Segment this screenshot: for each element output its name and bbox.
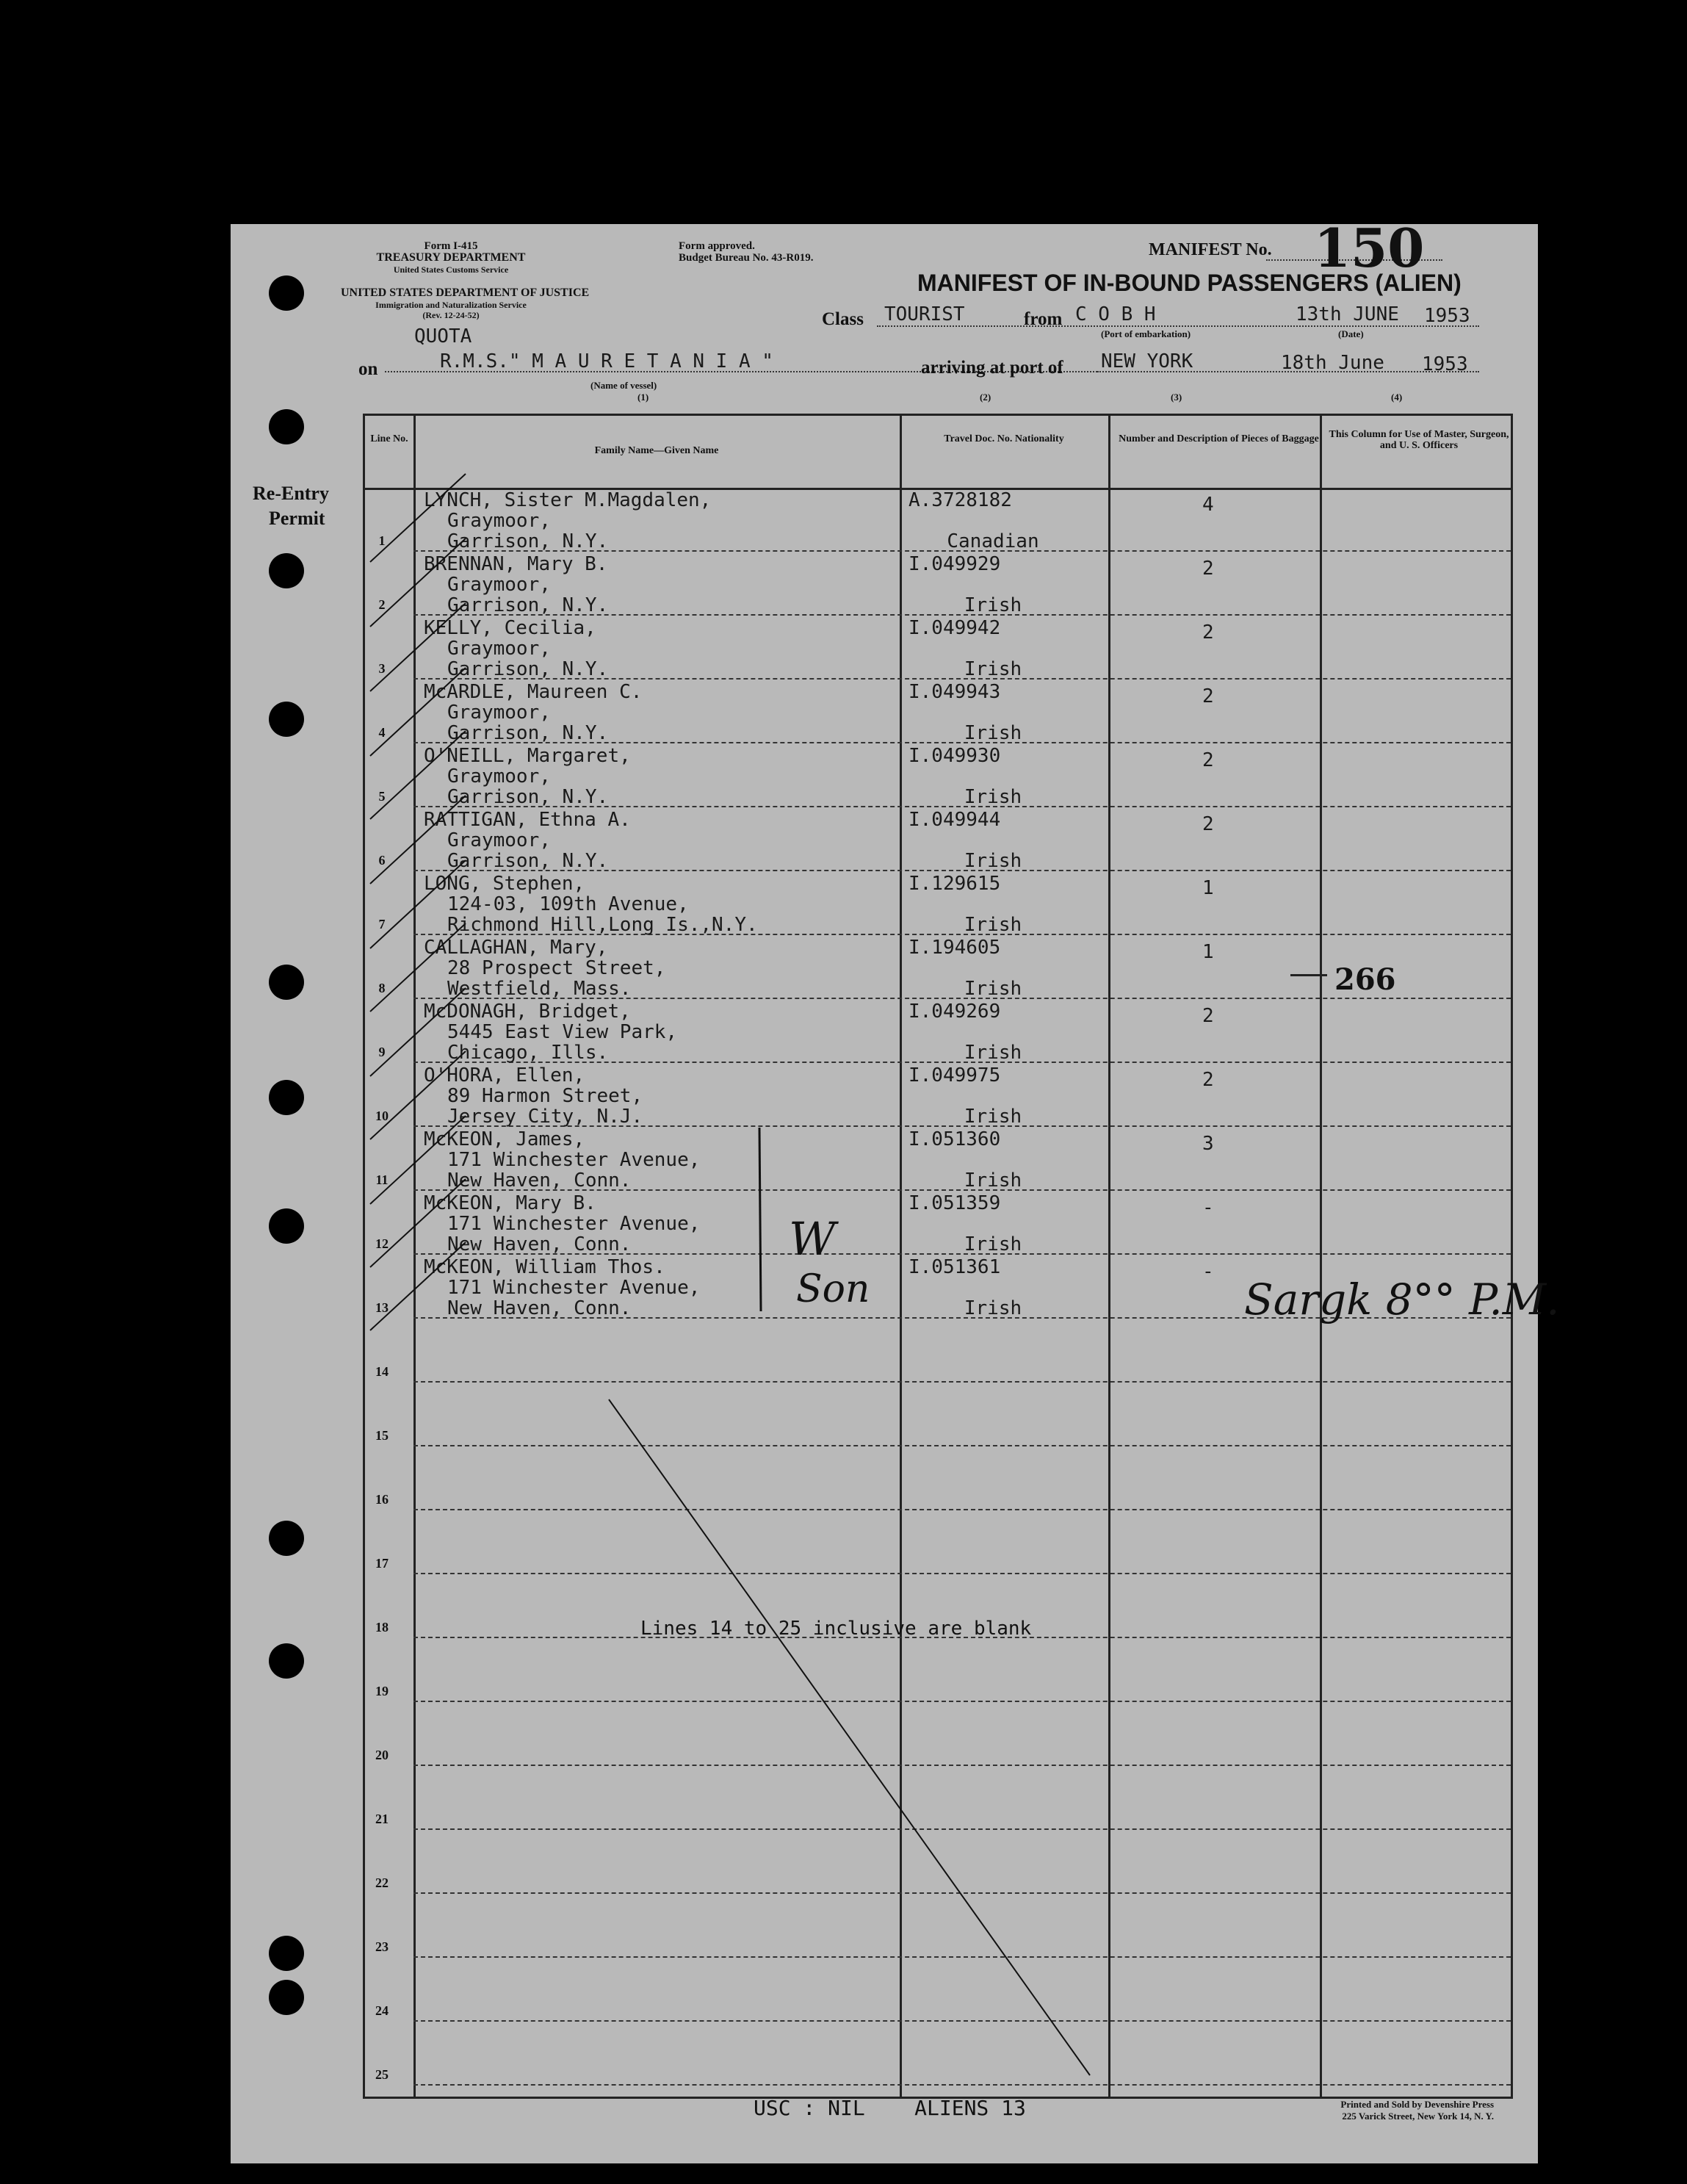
travel-doc-number: A.3728182 <box>908 489 1012 511</box>
w-note: W <box>789 1212 836 1266</box>
departure-date: 13th JUNE <box>1296 303 1399 325</box>
ins-service: Immigration and Naturalization Service <box>375 300 527 310</box>
line-number: 6 <box>378 853 386 868</box>
nationality: Irish <box>964 1170 1022 1192</box>
passenger-address-line1: 28 Prospect Street, <box>447 957 666 979</box>
manifest-number-handwritten: 150 <box>1314 217 1425 279</box>
passenger-address-line2: Garrison, N.Y. <box>447 850 609 872</box>
travel-doc-number: I.051359 <box>908 1192 1001 1214</box>
line-number: 7 <box>378 917 386 931</box>
passenger-address-line1: 171 Winchester Avenue, <box>447 1149 701 1171</box>
line-number: 3 <box>378 661 386 676</box>
line-number: 19 <box>375 1684 389 1698</box>
passenger-name: LONG, Stephen, <box>424 873 585 895</box>
line-number: 18 <box>375 1620 389 1635</box>
passenger-address-line2: New Haven, Conn. <box>447 1170 632 1192</box>
passenger-name: O'HORA, Ellen, <box>424 1064 585 1086</box>
cancel-stroke <box>609 1399 1090 2075</box>
passenger-address-line2: Westfield, Mass. <box>447 978 632 1000</box>
vessel-caption: (Name of vessel) <box>590 380 657 391</box>
travel-doc-number: I.049930 <box>908 745 1001 767</box>
baggage-count: 2 <box>1202 813 1214 835</box>
travel-doc-number: I.049269 <box>908 1001 1001 1023</box>
line-number: 9 <box>378 1045 386 1059</box>
reentry-note: Re-Entry <box>253 483 329 504</box>
baggage-count: 4 <box>1202 494 1214 516</box>
arrival-date: 18th June <box>1281 352 1384 374</box>
passenger-address-line1: Graymoor, <box>447 510 551 532</box>
passenger-address-line2: Garrison, N.Y. <box>447 722 609 744</box>
passenger-address-line1: Graymoor, <box>447 638 551 660</box>
line-number: 10 <box>375 1109 389 1123</box>
baggage-count: 2 <box>1202 558 1214 580</box>
line-number: 5 <box>378 789 386 804</box>
passenger-address-line1: 171 Winchester Avenue, <box>447 1213 701 1235</box>
on-label: on <box>358 359 378 379</box>
passenger-address-line2: Garrison, N.Y. <box>447 658 609 680</box>
passenger-address-line1: Graymoor, <box>447 574 551 596</box>
officer-signature: Sargk 8°° P.M. <box>1244 1275 1560 1325</box>
line-number: 13 <box>375 1300 389 1315</box>
passenger-address-line2: Richmond Hill,Long Is.,N.Y. <box>447 914 758 936</box>
baggage-count: - <box>1202 1197 1214 1219</box>
baggage-count: 1 <box>1202 877 1214 899</box>
travel-doc-number: I.194605 <box>908 937 1001 959</box>
port-of-embarkation: C O B H <box>1075 303 1156 325</box>
baggage-count: 2 <box>1202 1005 1214 1027</box>
passenger-name: McARDLE, Maureen C. <box>424 681 643 703</box>
passenger-name: McKEON, William Thos. <box>424 1256 665 1278</box>
printer-line2: 225 Varick Street, New York 14, N. Y. <box>1342 2111 1494 2122</box>
permit-note: Permit <box>269 508 325 529</box>
line-number: 8 <box>378 981 386 995</box>
departure-year: 1953 <box>1424 305 1470 327</box>
manifest-title: MANIFEST OF IN-BOUND PASSENGERS (ALIEN) <box>917 270 1462 296</box>
passenger-address-line2: New Haven, Conn. <box>447 1233 632 1255</box>
budget-bureau: Budget Bureau No. 43-R019. <box>679 252 814 264</box>
form-approved: Form approved. <box>679 240 755 252</box>
travel-doc-number: I.049929 <box>908 553 1001 575</box>
date-caption: (Date) <box>1338 328 1364 339</box>
line-number: 12 <box>375 1236 389 1251</box>
nationality: Irish <box>964 1297 1022 1319</box>
line-number: 17 <box>375 1556 389 1571</box>
customs-service: United States Customs Service <box>393 264 509 275</box>
vessel-name: R.M.S." M A U R E T A N I A " <box>440 350 773 372</box>
header-line-no: Line No. <box>370 433 408 444</box>
manifest-no-label: MANIFEST No. <box>1149 240 1272 259</box>
footer-summary: USC : NIL ALIENS 13 <box>754 2096 1026 2120</box>
line-number: 24 <box>375 2003 389 2018</box>
travel-doc-number: I.049975 <box>908 1064 1001 1086</box>
nationality: Irish <box>964 658 1022 680</box>
passenger-address-line1: Graymoor, <box>447 702 551 724</box>
nationality: Irish <box>964 850 1022 872</box>
class-value: TOURIST <box>884 303 965 325</box>
class-label: Class <box>822 309 864 329</box>
passenger-address-line1: Graymoor, <box>447 765 551 788</box>
justice-dept: UNITED STATES DEPARTMENT OF JUSTICE <box>341 286 590 299</box>
baggage-count: - <box>1202 1261 1214 1283</box>
baggage-count: 3 <box>1202 1133 1214 1155</box>
form-revision: (Rev. 12-24-52) <box>422 310 480 320</box>
passenger-address-line1: Graymoor, <box>447 829 551 851</box>
officer-note: 266 <box>1334 962 1396 997</box>
tick-marks <box>370 474 466 1330</box>
passenger-address-line2: Chicago, Ills. <box>447 1042 609 1064</box>
travel-doc-number: I.049944 <box>908 809 1001 831</box>
passenger-address-line2: Garrison, N.Y. <box>447 530 609 552</box>
passenger-name: McKEON, James, <box>424 1128 585 1150</box>
nationality: Irish <box>964 722 1022 744</box>
treasury-dept: TREASURY DEPARTMENT <box>376 251 526 264</box>
baggage-count: 2 <box>1202 685 1214 707</box>
line-number: 1 <box>378 533 386 548</box>
passenger-address-line1: 5445 East View Park, <box>447 1021 678 1043</box>
header-name: Family Name—Given Name <box>594 445 719 456</box>
passenger-address-line2: Jersey City, N.J. <box>447 1106 643 1128</box>
passenger-name: BRENNAN, Mary B. <box>424 553 608 575</box>
line-number: 21 <box>375 1812 389 1826</box>
baggage-count: 2 <box>1202 621 1214 644</box>
travel-doc-number: I.051360 <box>908 1128 1001 1150</box>
passenger-address-line2: Garrison, N.Y. <box>447 786 609 808</box>
passenger-name: KELLY, Cecilia, <box>424 617 596 639</box>
passenger-name: RATTIGAN, Ethna A. <box>424 809 631 831</box>
nationality: Irish <box>964 978 1022 1000</box>
passenger-address-line2: New Haven, Conn. <box>447 1297 632 1319</box>
passenger-name: O'NEILL, Margaret, <box>424 745 631 767</box>
col3-number: (3) <box>1171 392 1182 403</box>
son-note: Son <box>796 1267 870 1311</box>
header-officers: This Column for Use of Master, Surgeon, and U. S. Officers <box>1329 429 1509 451</box>
bracket-stroke <box>759 1128 761 1311</box>
line-number: 15 <box>375 1428 389 1443</box>
passenger-address-line2: Garrison, N.Y. <box>447 594 609 616</box>
passenger-name: McDONAGH, Bridget, <box>424 1001 631 1023</box>
passenger-name: McKEON, Mary B. <box>424 1192 596 1214</box>
passenger-address-line1: 89 Harmon Street, <box>447 1085 643 1107</box>
col4-number: (4) <box>1391 392 1403 403</box>
baggage-count: 2 <box>1202 1069 1214 1091</box>
passenger-name: LYNCH, Sister M.Magdalen, <box>424 489 712 511</box>
blank-lines-note: Lines 14 to 25 inclusive are blank <box>640 1618 1032 1640</box>
col2-number: (2) <box>980 392 991 403</box>
travel-doc-number: I.049943 <box>908 681 1001 703</box>
line-number: 14 <box>375 1364 389 1379</box>
arrival-port: NEW YORK <box>1101 350 1193 372</box>
travel-doc-number: I.051361 <box>908 1256 1001 1278</box>
header-baggage: Number and Description of Pieces of Baggage <box>1119 433 1319 444</box>
baggage-count: 1 <box>1202 941 1214 963</box>
line-number: 2 <box>378 597 386 612</box>
manifest-sheet <box>231 217 1560 2163</box>
nationality: Irish <box>964 914 1022 936</box>
line-number: 22 <box>375 1875 389 1890</box>
nationality: Irish <box>964 1233 1022 1255</box>
line-number: 4 <box>378 725 386 740</box>
passenger-address-line1: 171 Winchester Avenue, <box>447 1277 701 1299</box>
port-embark-caption: (Port of embarkation) <box>1101 328 1191 339</box>
nationality: Canadian <box>947 530 1039 552</box>
arriving-label: arriving at port of <box>921 358 1063 378</box>
travel-doc-number: I.049942 <box>908 617 1001 639</box>
line-number: 16 <box>375 1492 389 1507</box>
arrival-year: 1953 <box>1422 353 1468 375</box>
col1-number: (1) <box>637 392 649 403</box>
form-number: Form I-415 <box>424 240 478 252</box>
nationality: Irish <box>964 1106 1022 1128</box>
line-number: 20 <box>375 1748 389 1762</box>
passenger-name: CALLAGHAN, Mary, <box>424 937 608 959</box>
header-doc: Travel Doc. No. Nationality <box>944 433 1064 444</box>
baggage-count: 2 <box>1202 749 1214 771</box>
line-number: 25 <box>375 2067 389 2082</box>
line-number: 23 <box>375 1939 389 1954</box>
nationality: Irish <box>964 594 1022 616</box>
travel-doc-number: I.129615 <box>908 873 1001 895</box>
passenger-address-line1: 124-03, 109th Avenue, <box>447 893 689 915</box>
nationality: Irish <box>964 786 1022 808</box>
hand-marks <box>231 224 1538 2163</box>
from-label: from <box>1024 309 1063 329</box>
nationality: Irish <box>964 1042 1022 1064</box>
quota-label: QUOTA <box>414 325 472 347</box>
line-number: 11 <box>375 1172 389 1187</box>
printer-line1: Printed and Sold by Devenshire Press <box>1340 2099 1494 2110</box>
